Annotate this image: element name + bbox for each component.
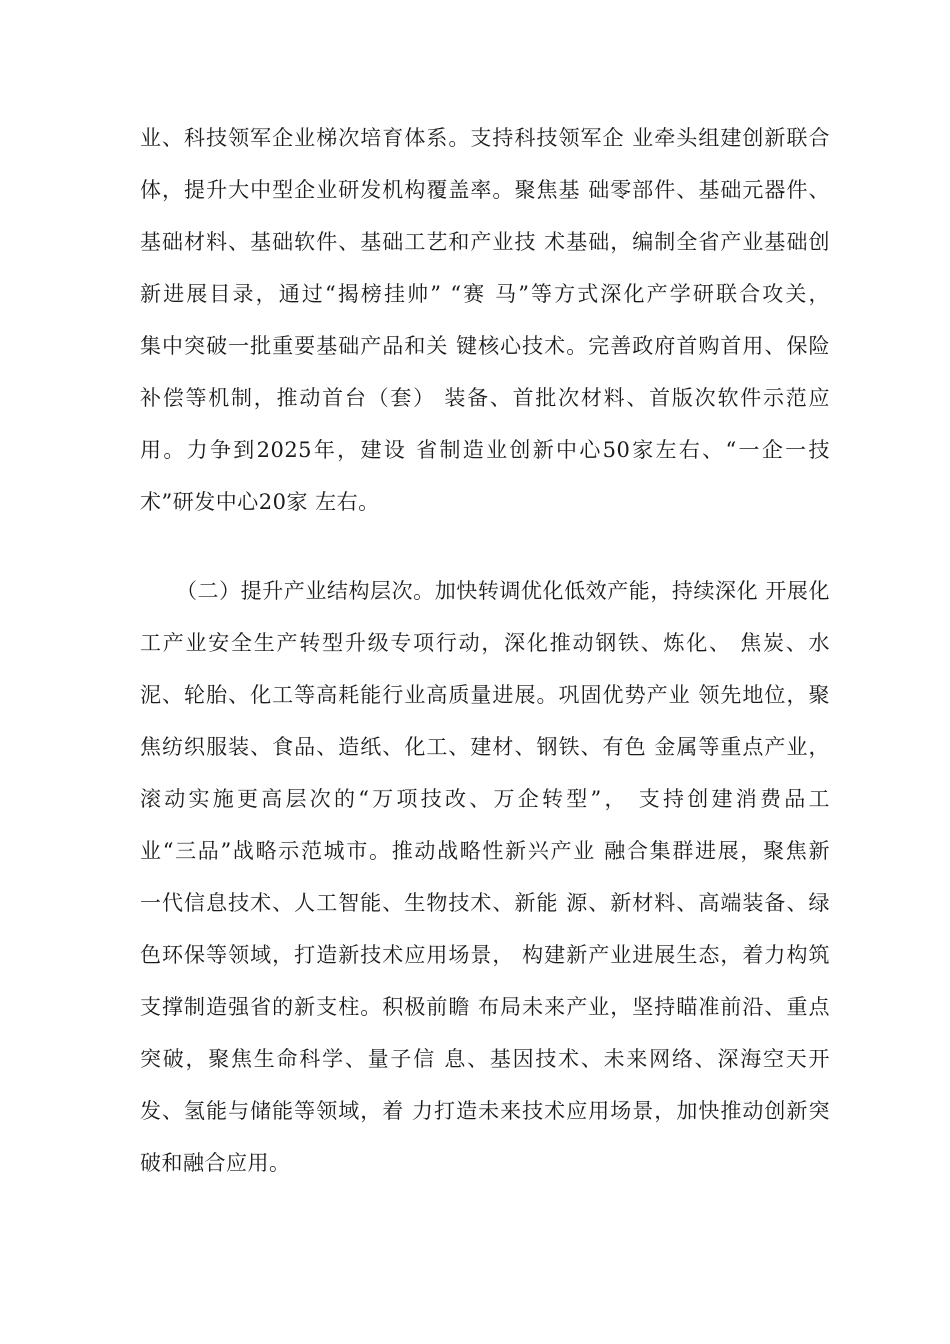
text-line: 支撑制造强省的新支柱。积极前瞻 布局未来产业，坚持瞄准前沿、重点 [140,995,830,1019]
text-line: （二）提升产业结构层次。加快转调优化低效产能，持续深化 开展化 [176,579,830,603]
text-line: 一代信息技术、人工智能、生物技术、新能 源、新材料、高端装备、绿 [140,891,830,915]
paragraph-tech-enterprise-system [140,112,830,528]
text-line: 破和融合应用。 [140,1151,291,1175]
text-line: 补偿等机制，推动首台（套） 装备、首批次材料、首版次软件示范应 [140,386,830,410]
paragraph-industry-structure [140,565,830,1189]
text-line: 业、科技领军企业梯次培育体系。支持科技领军企 业牵头组建创新联合 [140,126,830,150]
text-line: 集中突破一批重要基础产品和关 键核心技术。完善政府首购首用、保险 [140,334,830,358]
text-line: 新进展目录，通过“揭榜挂帅” “赛 马”等方式深化产学研联合攻关， [140,282,830,306]
text-line: 体，提升大中型企业研发机构覆盖率。聚焦基 础零部件、基础元器件、 [140,178,830,202]
text-line: 色环保等领域，打造新技术应用场景， 构建新产业进展生态，着力构筑 [140,943,830,967]
text-line: 用。力争到2025年，建设 省制造业创新中心50家左右、“一企一技 [140,438,830,462]
text-line: 滚动实施更高层次的“万项技改、万企转型”， 支持创建消费品工 [140,787,830,811]
text-line: 业“三品”战略示范城市。推动战略性新兴产业 融合集群进展，聚焦新 [140,839,830,863]
text-line: 基础材料、基础软件、基础工艺和产业技 术基础，编制全省产业基础创 [140,230,830,254]
text-line: 发、氢能与储能等领域，着 力打造未来技术应用场景，加快推动创新突 [140,1099,830,1123]
text-line: 泥、轮胎、化工等高耗能行业高质量进展。巩固优势产业 领先地位，聚 [140,683,830,707]
text-line: 焦纺织服装、食品、造纸、化工、建材、钢铁、有色 金属等重点产业， [140,735,830,759]
text-line: 工产业安全生产转型升级专项行动，深化推动钢铁、炼化、 焦炭、水 [140,631,830,655]
text-line: 突破，聚焦生命科学、量子信 息、基因技术、未来网络、深海空天开 [140,1047,830,1071]
text-line: 术”研发中心20家 左右。 [140,490,380,514]
